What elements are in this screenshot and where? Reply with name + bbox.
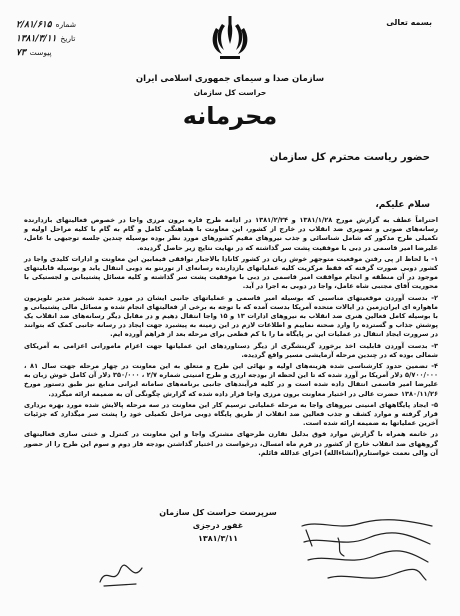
- signature-block: [148, 506, 288, 545]
- date-label: تاریخ: [60, 34, 76, 43]
- date-row: [16, 32, 136, 46]
- paragraph: ۲- بدست آوردن موقعیتهای مناسبی که بوسیله امیر قاسمی و عملیاتهای جانبی ایشان در مورد حمید شبخیز مدیر تلویزیون ماهواره ای ایران‌زمین در ایالات متحده آمریکا بدست آمده که با توجه به برخی از فعالیتهای انجام شده و مسائل مالی پشتیبانی و با بوسیله کامل فعالین هنری ضد انقلاب به نیروهای ادارات ۱۳ و ۱۵ واجا انتقال دهیم و در مقابل دیگر رسانه‌های ضد انقلاب یک پوشش جذاب و گسترده را وارد صحنه نماییم و اطلاعات لازم در این زمینه به پیشبرد جهت ایجاد در رسانه جانبی کمک که بتوانند در سرورت ایجاد انتقال در عملیات این بر پایگاه ما را با کم قطعی برای مرحله بعد از فراهم آورده ایم.: [24, 293, 438, 339]
- letter-body: [24, 216, 438, 460]
- attachment-row: [16, 46, 136, 60]
- signature-scribble-icon: [96, 560, 146, 590]
- closing-paragraph: در خاتمه همراه با گزارش موارد فوق بدلیل تقارن طرحهای مشترک واجا و این معاونت در کنترل و خنثی سازی فعالیتهای گروههای ضد انقلاب خارج از کشور در قرم ماه امسال، درخواست در اختیار گذاشتن بودجه فاز دوم و سوم این طرح را از حضور آن والی نعمت خواستارم(انشاءالله) احرای عدالله قائلم.: [24, 430, 438, 457]
- number-row: [16, 18, 136, 32]
- number-label: شماره: [55, 20, 77, 29]
- paragraph: ۱- با لحاظ از پی رفتن موقعیت متوجهر خوش زبان در کشور کانادا بالاجبار توافقی فیمابین این معاونت و ادارات کلیدی واجا در کشور دوبی صورت گرفته که فقط مرکزیت کلیه عملیاتهای بازدارنده رسانه‌ای از تورنتو به دوبی انتقال یابد و بوسیله قابلیتهای موجود در آن منطقه و انجام موافقت امیر قاسمی در دبی با موفقیت پشت سر گذاشته و کلیه مسائل پشتیبانی و لجستیکی با محوریت آقای مجتبی شاه عامل، واجا در دوبی به اجرا در آید.: [24, 254, 438, 291]
- paragraph: ۳- بدست آوردن قابلیت اخذ برخورد گزینشگری از دیگر دستاوردهای این عملیاتها جهت اعزام مامورانی اعزامی به آمریکای شمالی بوده که در چندین مرحله آزمایشی مسیر واقع گردیده.: [24, 341, 438, 359]
- paragraph: ۵- ایجاد پایگاههای امنیتی نیروهای واجا به مرحله عملیاتی ترسیم کار این معاونت در سه مرحله پالایش شده مورد بهره برداری قرار گرفته و موارد کشف و جذب فعالین ضد انقلاب از طریق پایگاه دوبی مراحل تکمیلی خود را پشت سر میگذارد که جزئیات آخرین عملیاتها به ضمیمه ارائه شده است.: [24, 400, 438, 428]
- signature-date: ۱۳۸۱/۳/۱۱: [197, 534, 239, 543]
- letter-meta: [16, 18, 136, 60]
- paragraph: احتراماً عطف به گزارش مورخ ۱۳۸۱/۱/۲۸ و ۱۳۸۱/۲/۲۴ در ادامه طرح فاره برون مرزی واجا در خصوص فعالیتهای بازدارنده رسانه‌های صوتی و تصویری ضد انقلاب در خارج از کشور، این معاونت با هماهنگی کامل و گام به گام با کلیه مراحل اولیه و تکمیلی طرح مذکور که شامل شناسائی و جذب نیروهای مقیم کشورهای مورد نظر بوده بوسیله چندین جلسه توجیهی با عامل، علیرضا امیر قاسمی در دبی با موفقیت پشت سر گذاشته که در نهایت نتایج زیر حاصل گردیده.: [24, 216, 438, 252]
- iran-emblem-icon: [208, 14, 252, 64]
- recipient-line: حضور ریاست محترم کل سازمان: [269, 152, 430, 163]
- greeting-line: سلام علیکم،: [375, 200, 430, 210]
- organization-name: سازمان صدا و سیمای جمهوری اسلامی ایران: [135, 74, 325, 84]
- attachment-label: پیوست: [29, 48, 52, 57]
- signer-role: سرپرست حراست کل سازمان: [159, 508, 277, 517]
- invocation: بسمه تعالی: [386, 18, 432, 27]
- attachment-value: ۷۳: [16, 48, 26, 58]
- date-value: ۱۳۸۱/۳/۱۱: [16, 34, 57, 44]
- paragraph: ۴- تضمین حدود کارشناسی شده هزینه‌های اولیه و نهائی این طرح و متعلق به این معاونت در چهار مرحله جهت سال ۸۱ ، ۵/۷۰۰/۰۰۰ دلار آمریکا بر آورد شده که تا این لحظه از بودجه ارزی و طرح امنیتی شماره ۲/۷ ، ۳۵۰/۰۰۰ دلار آن کامل خوش زبان به علیرضا امیر قاسمی انتقال داده شده است و در کلیه فرآیندهای جانبی برنامه‌های سامانه ایرانی منابع نیز طبق دستور مورخ ۱۳۸۰/۱۱/۲۶ حضرت عالی در اختیار معاونت برون مرزی واجا قرار داده شده که گزارش چگونگی آن به ضمیمه ارائه میگردد.: [24, 362, 438, 398]
- classification-heading: محرمانه: [182, 102, 278, 130]
- signer-name: غفور درجزی: [192, 521, 244, 530]
- office-name: حراست کل سازمان: [193, 88, 267, 97]
- handwritten-annotation-icon: [298, 516, 436, 594]
- number-value: ۲/۸۱/۶۱۵: [16, 20, 52, 30]
